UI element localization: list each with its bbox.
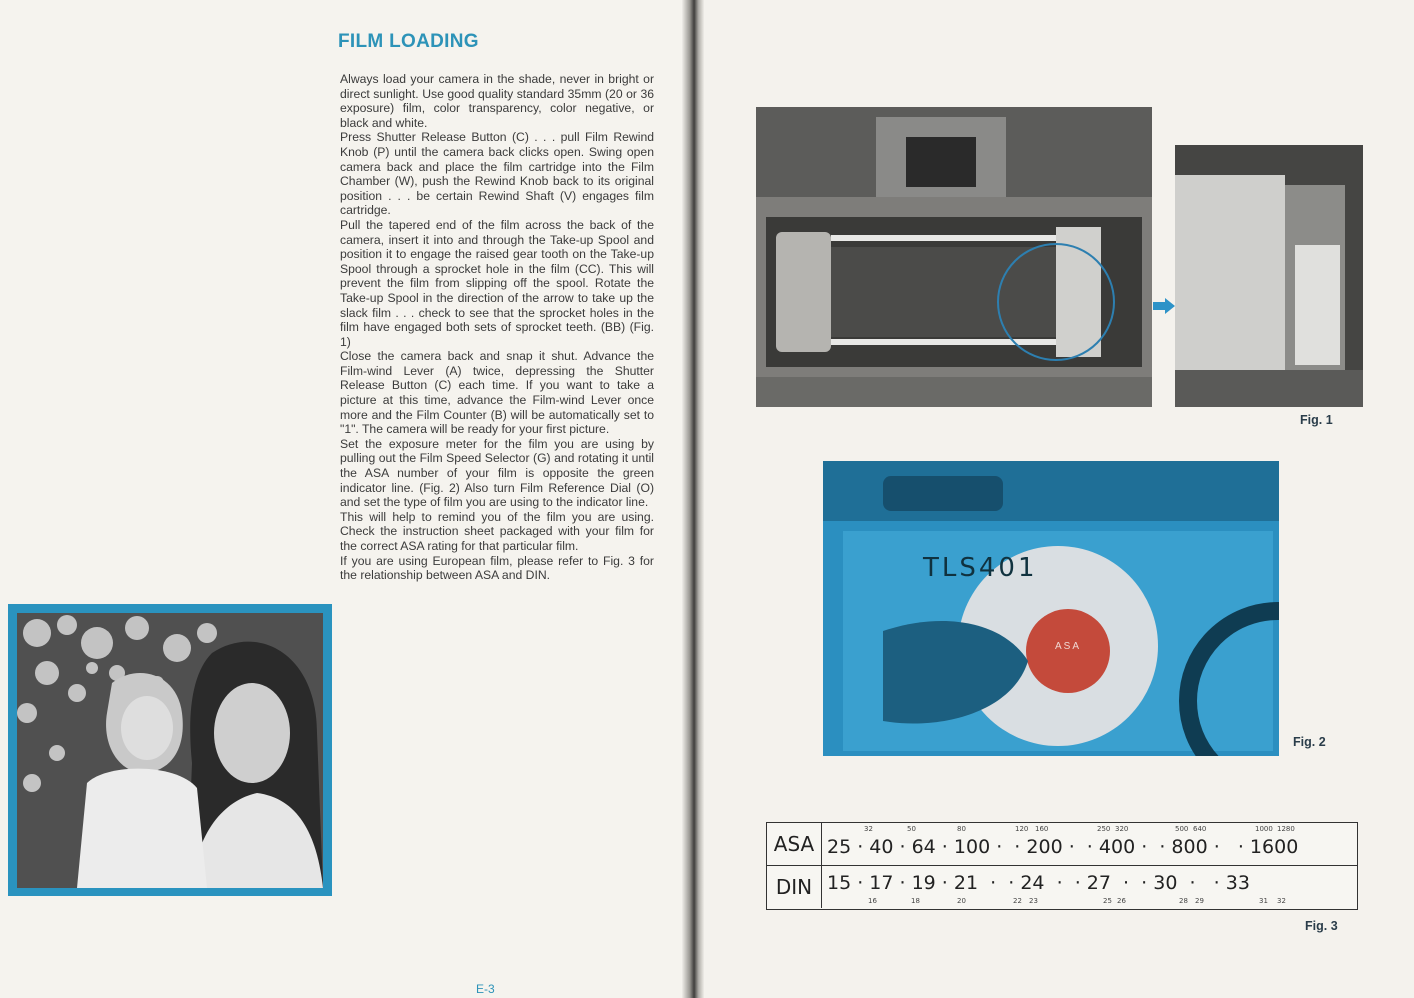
din-minor-value: 22	[1013, 897, 1022, 905]
asa-minor-value: 120	[1015, 825, 1029, 833]
asa-minor-value: 1000	[1255, 825, 1273, 833]
fig2-caption: Fig. 2	[1293, 735, 1326, 749]
asa-minor-value: 250	[1097, 825, 1111, 833]
din-minor-value: 18	[911, 897, 920, 905]
fig1-caption: Fig. 1	[1300, 413, 1333, 427]
asa-label: ASA	[767, 823, 822, 865]
asa-minor-value: 160	[1035, 825, 1049, 833]
fig2-brand-label: TLS401	[923, 553, 1038, 583]
page-number: E-3	[476, 982, 495, 996]
fig1-camera-back-photo	[756, 107, 1152, 407]
asa-values: 25 · 40 · 64 · 100 · · 200 · · 400 · · 800 · · 1600	[827, 836, 1299, 858]
asa-minor-value: 640	[1193, 825, 1207, 833]
arrow-right-icon	[1153, 298, 1175, 314]
paragraph: If you are using European film, please refer to Fig. 3 for the relationship between ASA and DIN.	[340, 553, 654, 583]
din-minor-value: 32	[1277, 897, 1286, 905]
fig3-caption: Fig. 3	[1305, 919, 1338, 933]
din-minor-value: 26	[1117, 897, 1126, 905]
fig2-dial-label: ASA	[1055, 641, 1082, 652]
book-gutter	[682, 0, 704, 998]
page-title: FILM LOADING	[338, 31, 479, 52]
paragraph: Set the exposure meter for the film you are using by pulling out the Film Speed Selector (G) and rotating it until the ASA number of your film is opposite the green indicator line. (Fig. 2) Also turn Film Reference Dial (O) and set the type of film you are using to the indicator line.	[340, 436, 654, 510]
paragraph: Press Shutter Release Button (C) . . . pull Film Rewind Knob (P) until the camera back clicks open. Swing open camera back and place the film cartridge into the Film Chamber (W), push the Rewind Knob back to its original position . . . be certain Rewind Shaft (V) engages film cartridge.	[340, 130, 654, 218]
din-minor-value: 16	[868, 897, 877, 905]
fig2-camera-dial-photo	[823, 461, 1279, 756]
instructions-text	[340, 72, 654, 583]
asa-row	[767, 823, 1357, 866]
asa-minor-value: 50	[907, 825, 916, 833]
din-minor-value: 28	[1179, 897, 1188, 905]
din-minor-value: 25	[1103, 897, 1112, 905]
paragraph: This will help to remind you of the film you are using. Check the instruction sheet packaged with your film for the correct ASA rating for that particular film.	[340, 509, 654, 553]
photo-image	[17, 613, 323, 888]
asa-minor-value: 1280	[1277, 825, 1295, 833]
asa-din-conversion-table	[766, 822, 1358, 910]
paragraph: Close the camera back and snap it shut. Advance the Film-wind Lever (A) twice, depressing the Shutter Release Button (C) each time. If you want to take a picture at this time, advance the Film-wind Lever once more and the Film Counter (B) will be automatically set to "1". The camera will be ready for your first picture.	[340, 349, 654, 437]
asa-minor-value: 320	[1115, 825, 1129, 833]
din-minor-value: 31	[1259, 897, 1268, 905]
asa-minor-value: 80	[957, 825, 966, 833]
din-minor-value: 20	[957, 897, 966, 905]
asa-minor-value: 32	[864, 825, 873, 833]
paragraph: Always load your camera in the shade, never in bright or direct sunlight. Use good quality standard 35mm (20 or 36 exposure) film, color transparency, color negative, or black and white.	[340, 72, 654, 130]
din-label: DIN	[767, 866, 822, 908]
asa-minor-value: 500	[1175, 825, 1189, 833]
paragraph: Pull the tapered end of the film across the back of the camera, insert it into and through the Take-up Spool and position it to engage the raised gear tooth on the Take-up Spool through a sprocket hole in the film (CC). This will prevent the film from slipping off the spool. Rotate the Take-up Spool in the direction of the arrow to take up the slack film . . . check to see that the sprocket holes in the film have engaged both sets of sprocket teeth. (BB) (Fig. 1)	[340, 217, 654, 349]
fig1-closeup-photo	[1175, 145, 1363, 407]
din-row	[767, 866, 1357, 908]
mother-child-photo	[8, 604, 332, 896]
din-minor-value: 29	[1195, 897, 1204, 905]
din-minor-value: 23	[1029, 897, 1038, 905]
din-values: 15 · 17 · 19 · 21 · · 24 · · 27 · · 30 · · 33	[827, 872, 1250, 894]
